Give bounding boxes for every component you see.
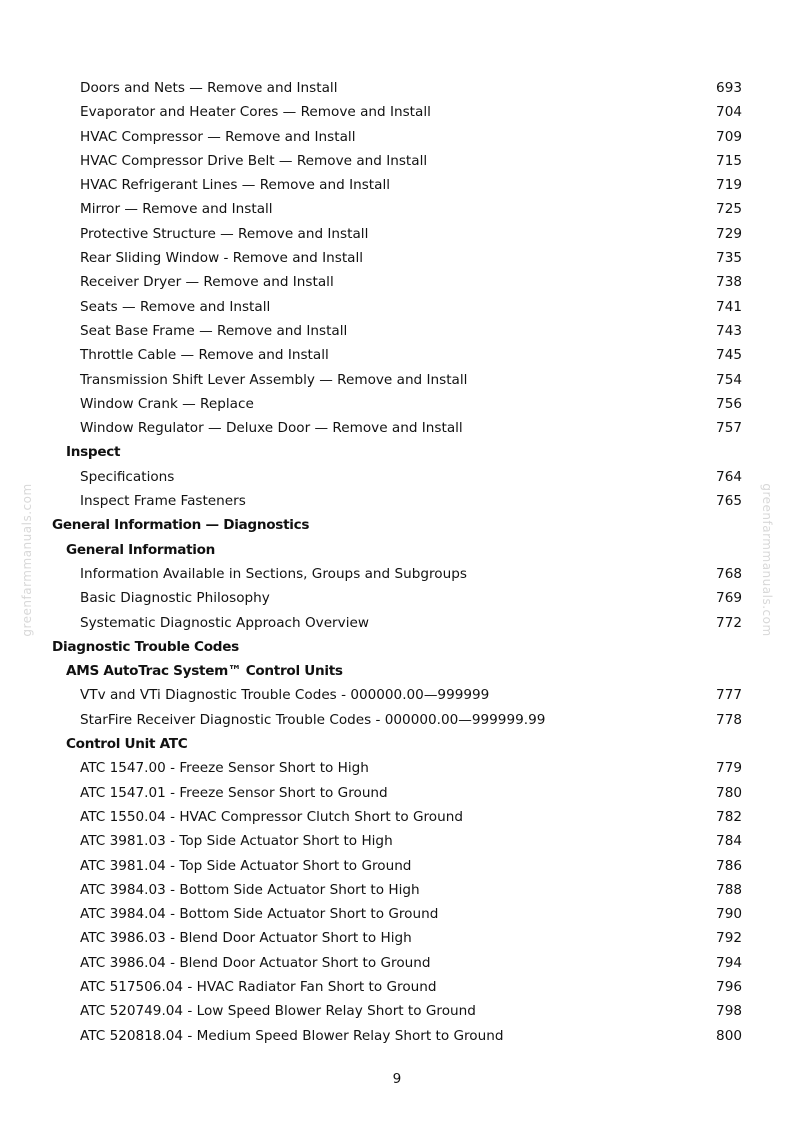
toc-section-heading <box>0 513 794 537</box>
toc-entry-page: 764 <box>716 468 742 485</box>
toc-entry[interactable] <box>0 708 794 732</box>
toc-entry-title: Diagnostic Trouble Codes <box>52 638 239 655</box>
toc-entry[interactable] <box>0 100 794 124</box>
toc-entry-title: Transmission Shift Lever Assembly — Remove and Install <box>80 371 468 388</box>
toc-entry[interactable] <box>0 125 794 149</box>
toc-entry-title: HVAC Compressor — Remove and Install <box>80 128 356 145</box>
toc-entry[interactable] <box>0 562 794 586</box>
toc-entry-title: ATC 3984.04 - Bottom Side Actuator Short to Ground <box>80 906 439 923</box>
toc-entry-title: General Information <box>66 541 216 558</box>
toc-entry-page: 765 <box>716 493 742 510</box>
toc-entry-title: Window Crank — Replace <box>80 395 254 412</box>
toc-entry[interactable] <box>0 926 794 950</box>
toc-entry-title: Control Unit ATC <box>66 736 188 753</box>
toc-entry-title: AMS AutoTrac System™ Control Units <box>66 663 343 680</box>
toc-entry-title: Evaporator and Heater Cores — Remove and Install <box>80 104 431 121</box>
toc-entry-page: 719 <box>716 177 742 194</box>
toc-section-heading <box>0 440 794 464</box>
watermark-left: greenfarmmanuals.com <box>20 483 34 637</box>
toc-entry-page: 768 <box>716 565 742 582</box>
toc-entry[interactable] <box>0 854 794 878</box>
toc-section-heading <box>0 732 794 756</box>
toc-entry-page: 743 <box>716 322 742 339</box>
toc-section-heading <box>0 635 794 659</box>
toc-entry-page: 792 <box>716 930 742 947</box>
toc-entry-page: 794 <box>716 954 742 971</box>
toc-entry-title: Information Available in Sections, Groups and Subgroups <box>80 565 467 582</box>
toc-entry[interactable] <box>0 611 794 635</box>
watermark-right: greenfarmmanuals.com <box>760 483 774 637</box>
toc-entry-title: ATC 3981.03 - Top Side Actuator Short to High <box>80 833 393 850</box>
toc-entry-title: ATC 3981.04 - Top Side Actuator Short to Ground <box>80 857 412 874</box>
toc-entry[interactable] <box>0 489 794 513</box>
toc-entry-title: ATC 1547.01 - Freeze Sensor Short to Ground <box>80 784 388 801</box>
toc-entry[interactable] <box>0 683 794 707</box>
toc-entry-title: VTv and VTi Diagnostic Trouble Codes - 000000.00—999999 <box>80 687 490 704</box>
toc-entry[interactable] <box>0 246 794 270</box>
toc-entry-page: 786 <box>716 857 742 874</box>
toc-entry[interactable] <box>0 465 794 489</box>
toc-entry-title: Inspect Frame Fasteners <box>80 493 246 510</box>
toc-entry-title: ATC 1547.00 - Freeze Sensor Short to High <box>80 760 369 777</box>
toc-entry-title: StarFire Receiver Diagnostic Trouble Codes - 000000.00—999999.99 <box>80 711 546 728</box>
page-number: 9 <box>392 1071 402 1087</box>
toc-entry[interactable] <box>0 76 794 100</box>
toc-entry-title: Specifications <box>80 468 175 485</box>
toc-entry-page: 788 <box>716 881 742 898</box>
toc-entry-page: 756 <box>716 395 742 412</box>
toc-entry[interactable] <box>0 295 794 319</box>
toc-entry-title: Receiver Dryer — Remove and Install <box>80 274 334 291</box>
toc-entry-page: 729 <box>716 225 742 242</box>
toc-entry-title: Inspect <box>66 444 121 461</box>
toc-entry-page: 772 <box>716 614 742 631</box>
toc-entry[interactable] <box>0 781 794 805</box>
toc-entry[interactable] <box>0 756 794 780</box>
toc-entry-page: 784 <box>716 833 742 850</box>
toc-entry-page: 782 <box>716 808 742 825</box>
toc-entry-page: 777 <box>716 687 742 704</box>
toc-entry[interactable] <box>0 270 794 294</box>
toc-entry-page: 798 <box>716 1003 742 1020</box>
toc-entry-title: ATC 520818.04 - Medium Speed Blower Relay Short to Ground <box>80 1027 504 1044</box>
toc-entry-page: 769 <box>716 590 742 607</box>
toc-entry-page: 725 <box>716 201 742 218</box>
toc-section-heading <box>0 659 794 683</box>
toc-entry-title: General Information — Diagnostics <box>52 517 310 534</box>
toc-entry[interactable] <box>0 416 794 440</box>
toc-entry-title: ATC 3986.03 - Blend Door Actuator Short to High <box>80 930 412 947</box>
toc-entry-title: ATC 3984.03 - Bottom Side Actuator Short to High <box>80 881 420 898</box>
toc-entry-title: Doors and Nets — Remove and Install <box>80 80 338 96</box>
toc-entry-title: ATC 517506.04 - HVAC Radiator Fan Short to Ground <box>80 978 437 995</box>
toc-entry[interactable] <box>0 975 794 999</box>
toc-entry[interactable] <box>0 149 794 173</box>
toc-entry[interactable] <box>0 368 794 392</box>
toc-entry[interactable] <box>0 586 794 610</box>
toc-entry[interactable] <box>0 999 794 1023</box>
toc-entry-title: Systematic Diagnostic Approach Overview <box>80 614 369 631</box>
toc-entry[interactable] <box>0 951 794 975</box>
toc-entry-title: Protective Structure — Remove and Install <box>80 225 369 242</box>
toc-entry-page: 780 <box>716 784 742 801</box>
toc-entry-page: 779 <box>716 760 742 777</box>
toc-entry-title: Window Regulator — Deluxe Door — Remove and Install <box>80 420 463 437</box>
table-of-contents <box>0 76 794 1048</box>
toc-entry[interactable] <box>0 805 794 829</box>
toc-entry-title: HVAC Refrigerant Lines — Remove and Install <box>80 177 391 194</box>
toc-entry-page: 790 <box>716 906 742 923</box>
toc-entry-page: 796 <box>716 978 742 995</box>
toc-entry[interactable] <box>0 1024 794 1048</box>
toc-entry[interactable] <box>0 222 794 246</box>
toc-entry-page: 778 <box>716 711 742 728</box>
toc-entry-title: Mirror — Remove and Install <box>80 201 273 218</box>
toc-entry-page: 704 <box>716 104 742 121</box>
toc-entry[interactable] <box>0 829 794 853</box>
toc-entry-title: ATC 1550.04 - HVAC Compressor Clutch Short to Ground <box>80 808 463 825</box>
toc-section-heading <box>0 538 794 562</box>
toc-entry[interactable] <box>0 392 794 416</box>
toc-entry-page: 754 <box>716 371 742 388</box>
toc-entry-page: 715 <box>716 152 742 169</box>
toc-entry[interactable] <box>0 319 794 343</box>
toc-entry-title: ATC 520749.04 - Low Speed Blower Relay Short to Ground <box>80 1003 476 1020</box>
toc-entry-page: 741 <box>716 298 742 315</box>
toc-entry-title: Throttle Cable — Remove and Install <box>80 347 329 364</box>
toc-entry-title: Basic Diagnostic Philosophy <box>80 590 270 607</box>
toc-entry-title: Rear Sliding Window - Remove and Install <box>80 250 364 267</box>
toc-entry[interactable] <box>0 197 794 221</box>
toc-entry-title: Seats — Remove and Install <box>80 298 271 315</box>
toc-entry[interactable] <box>0 902 794 926</box>
toc-entry-page: 735 <box>716 250 742 267</box>
toc-entry-title: Seat Base Frame — Remove and Install <box>80 322 348 339</box>
toc-entry-title: ATC 3986.04 - Blend Door Actuator Short to Ground <box>80 954 431 971</box>
toc-entry-page: 800 <box>716 1027 742 1044</box>
toc-entry-page: 709 <box>716 128 742 145</box>
toc-entry[interactable] <box>0 343 794 367</box>
toc-entry-title: HVAC Compressor Drive Belt — Remove and Install <box>80 152 428 169</box>
toc-entry-page: 693 <box>716 80 742 96</box>
toc-entry[interactable] <box>0 173 794 197</box>
toc-entry-page: 738 <box>716 274 742 291</box>
toc-entry[interactable] <box>0 878 794 902</box>
toc-entry-page: 745 <box>716 347 742 364</box>
toc-entry-page: 757 <box>716 420 742 437</box>
